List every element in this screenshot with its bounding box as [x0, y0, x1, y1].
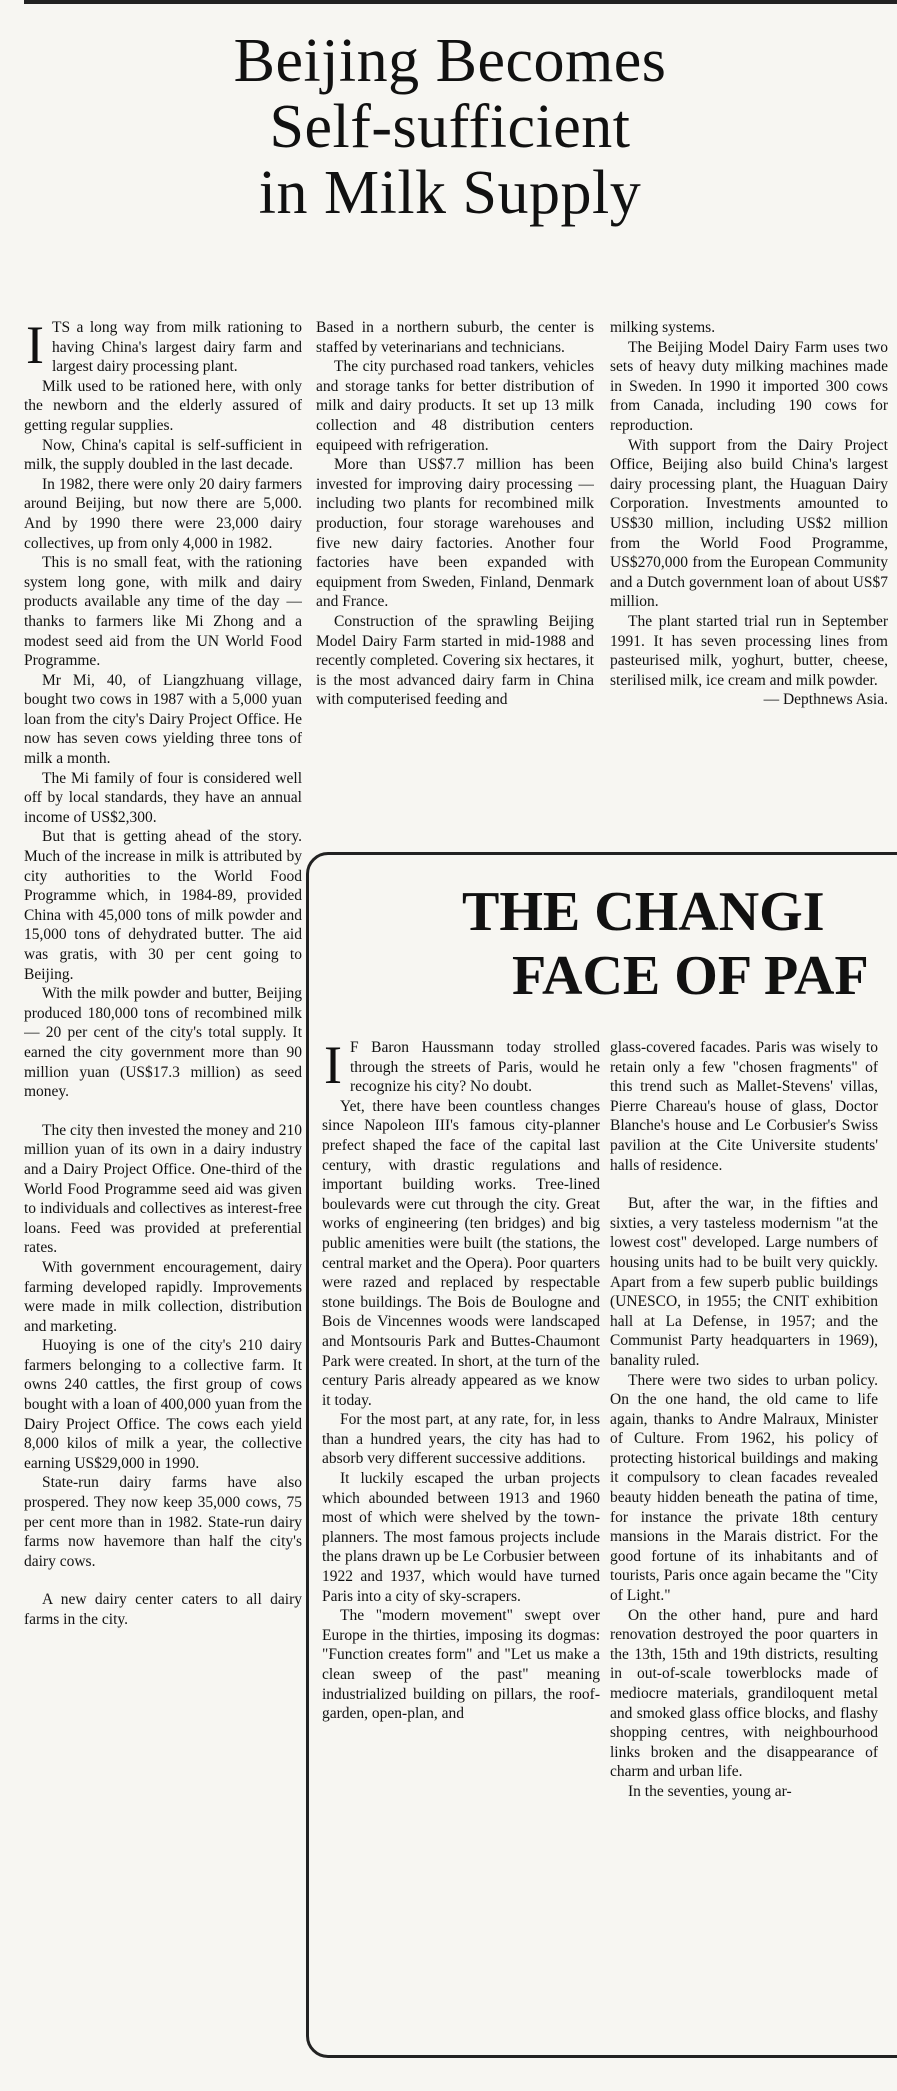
headline-line-1: Beijing Becomes — [233, 27, 667, 95]
paragraph: With the milk powder and butter, Beijing produced 180,000 tons of recombined milk — 20 per cent of the city's total supply. It earned the city government more than 90 million yuan (US$17.3 million) as seed money. — [24, 985, 302, 1101]
paragraph: The Mi family of four is considered well off by local standards, they have an annual income of US$2,300. — [24, 769, 302, 826]
paragraph-text: TS a long way from milk rationing to having China's largest dairy farm and largest dairy processing plant. — [51, 319, 302, 376]
paragraph: Yet, there have been countless changes since Napoleon III's famous city-planner prefect shaped the face of the capital last century, with drastic regulations and important building works. Tree-lined boulevards were cut through the city. Great works of engineering (ten bridges) and big public amenities were built (the stations, the central market and the Opera). Poor quarters were razed and replaced by respectable stone buildings. The Bois de Boulogne and Bois de Vincennes woods were landscaped and Montsouris Park and Buttes-Chaumont Park were created. In short, at the turn of the century Paris already appeared as we know it today. — [322, 1097, 600, 1409]
article-column-2 — [316, 318, 594, 848]
headline-line-2: Self-sufficient — [269, 93, 631, 161]
drop-cap: I — [324, 1038, 342, 1095]
drop-cap: I — [26, 318, 44, 375]
paragraph — [24, 318, 302, 377]
paragraph: It luckily escaped the urban projects which abounded between 1913 and 1960 most of which were shelved by the town-planners. The most famous projects include the plans drawn up be Le Corbusier between 1922 and 1937, which would have turned Paris into a city of sky-scrapers. — [322, 1470, 600, 1605]
paragraph: In the seventies, young ar- — [628, 1782, 792, 1800]
paragraph: The plant started trial run in September 1991. It has seven processing lines from pasteurised milk, yoghurt, butter, cheese, sterilised milk, ice cream and milk powder. — [610, 612, 888, 689]
paragraph: With support from the Dairy Project Office, Beijing also build China's largest dairy processing plant, the Huaguan Dairy Corporation. Investments amounted to US$30 million, including US$2 million from the World Food Programme, US$270,000 from the European Community and a Dutch government loan of about US$7 million. — [610, 436, 888, 611]
paragraph: More than US$7.7 million has been invested for improving dairy processing — including two plants for recombined milk production, four storage warehouses and five new dairy factories. Another four factories have been expanded with equipment from Sweden, Finland, Denmark and France. — [316, 456, 594, 611]
article-column-3 — [610, 318, 888, 848]
headline-line-3: in Milk Supply — [258, 159, 642, 227]
paragraph-text: F Baron Haussmann today strolled through the streets of Paris, would he recognize his city? No doubt. — [349, 1039, 600, 1096]
paragraph: Huoying is one of the city's 210 dairy farmers belonging to a collective farm. It owns 240 cattles, the first group of cows bought with a loan of 400,000 yuan from the Dairy Project Office. The cows each yield 8,000 kilos of milk a year, the collective earning US$29,000 in 1990. — [24, 1337, 302, 1472]
paris-column-2 — [610, 1038, 878, 2038]
paris-column-1 — [322, 1038, 600, 2038]
paris-headline-line-1: THE CHANGI — [462, 881, 825, 943]
top-rule — [24, 0, 897, 4]
paragraph: On the other hand, pure and hard renovation destroyed the poor quarters in the 13th, 15th and 19th districts, resulting in out-of-scale towerblocks made of mediocre materials, grandiloquent metal and smoked glass office blocks, and flashy shopping centres, with neighbourhood links broken and the disappearance of charm and urban life. — [610, 1606, 878, 1781]
paragraph: glass-covered facades. Paris was wisely to retain only a few "chosen fragments" of this trend such as Mallet-Stevens' villas, Pierre Chareau's house of glass, Doctor Blanche's house and Le Corbusier's Swiss pavilion at the Cite Universite students' halls of residence. — [610, 1039, 878, 1174]
byline-credit: — Depthnews Asia. — [763, 691, 888, 709]
paragraph — [322, 1038, 600, 1097]
paragraph: Milk used to be rationed here, with only the newborn and the elderly assured of getting regular supplies. — [24, 377, 302, 434]
paris-headline-line-2: FACE OF PAF — [512, 945, 869, 1007]
paragraph: milking systems. — [610, 319, 716, 336]
paragraph: Construction of the sprawling Beijing Model Dairy Farm started in mid-1988 and recently completed. Covering six hectares, it is the most advanced dairy farm in China with computerised feeding and — [316, 612, 594, 709]
paragraph: Now, China's capital is self-sufficient in milk, the supply doubled in the last decade. — [24, 436, 302, 474]
paragraph: The city then invested the money and 210 million yuan of its own in a dairy industry and a Dairy Project Office. One-third of the World Food Programme seed aid was given to individuals and collectives as interest-free loans. Feed was provided at preferential rates. — [24, 1121, 302, 1257]
article-headline — [60, 28, 840, 226]
paragraph: For the most part, at any rate, for, in less than a hundred years, the city has had to absorb very different successive additions. — [322, 1411, 600, 1468]
paragraph: The "modern movement" swept over Europe in the thirties, imposing its dogmas: "Function creates form" and "Let us make a clean sweep of the past" meaning industrialized building on pillars, the roof-garden, open-plan, and — [322, 1607, 600, 1723]
paragraph: The Beijing Model Dairy Farm uses two sets of heavy duty milking machines made in Sweden. In 1990 it imported 300 cows from Canada, including 190 cows for reproduction. — [610, 338, 888, 434]
paragraph: This is no small feat, with the rationing system long gone, with milk and dairy products available any time of the day — thanks to farmers like Mi Zhong and a modest seed aid from the UN World Food Programme. — [24, 554, 302, 670]
paragraph: But that is getting ahead of the story. Much of the increase in milk is attributed by city authorities to the World Food Programme which, in 1984-89, provided China with 45,000 tons of milk powder and 15,000 tons of dehydrated butter. The aid was gratis, with 30 per cent going to Beijing. — [24, 828, 302, 983]
paragraph: Mr Mi, 40, of Liangzhuang village, bought two cows in 1987 with a 5,000 yuan loan from the city's Dairy Project Office. He now has seven cows yielding three tons of milk a month. — [24, 671, 302, 768]
paragraph: Based in a northern suburb, the center is staffed by veterinarians and technicians. — [316, 319, 594, 356]
paragraph: There were two sides to urban policy. On the one hand, the old came to life again, thanks to Andre Malraux, Minister of Culture. From 1962, his policy of protecting historical buildings and making it compulsory to clean facades revealed beauty hidden beneath the patina of time, for instance the private 18th century mansions in the Marais district. For the good fortune of its inhabitants and of tourists, Paris once again became the "City of Light." — [610, 1371, 878, 1605]
paragraph: The city purchased road tankers, vehicles and storage tanks for better distribution of milk and dairy products. It set up 13 milk collection and 48 distribution centers equipeed with refrigeration. — [316, 358, 594, 454]
paragraph: In 1982, there were only 20 dairy farmers around Beijing, but now there are 5,000. And by 1990 there were 23,000 dairy collectives, up from only 4,000 in 1982. — [24, 475, 302, 552]
paragraph: With government encouragement, dairy farming developed rapidly. Improvements were made in milk collection, distribution and marketing. — [24, 1258, 302, 1335]
paragraph: State-run dairy farms have also prospered. They now keep 35,000 cows, 75 per cent more than in 1982. State-run dairy farms now havemore than half the city's dairy cows. — [24, 1474, 302, 1570]
article-column-1 — [24, 318, 302, 2060]
paris-headline — [462, 880, 897, 1008]
paragraph: But, after the war, in the fifties and sixties, a very tasteless modernism "at the lowest cost" developed. Large numbers of housing units had to be built very quickly. Apart from a few superb public buildings (UNESCO, in 1955; the CNIT exhibition hall at La Defense, in 1957; and the Communist Party headquarters in 1969), banality ruled. — [610, 1195, 878, 1369]
paragraph: A new dairy center caters to all dairy farms in the city. — [24, 1591, 302, 1628]
